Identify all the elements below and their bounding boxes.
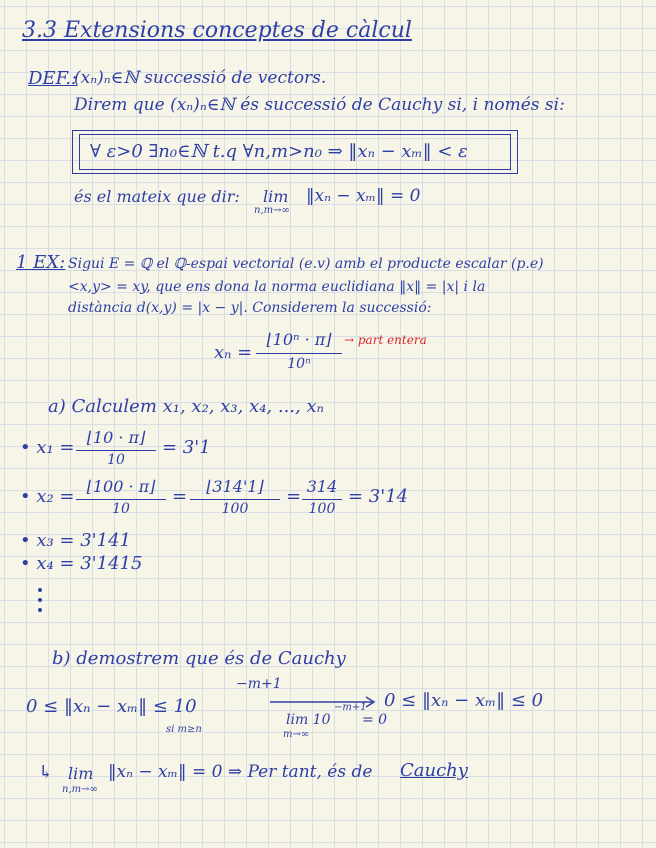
example-label: 1 EX: — [16, 252, 66, 273]
x2-numerator-2: ⌊314'1⌋ — [206, 477, 264, 496]
sequence-lhs: xₙ = — [214, 342, 253, 363]
x1-numerator: ⌊10 · π⌋ — [86, 428, 146, 447]
page-title: 3.3 Extensions conceptes de càlcul — [22, 18, 412, 43]
x2-denominator: 10 — [112, 501, 130, 517]
x2-denominator-2: 100 — [221, 501, 249, 517]
limit-result: = 0 — [362, 712, 388, 728]
equivalent-lim-sub: n,m→∞ — [254, 205, 290, 216]
x2-numerator: ⌊100 · π⌋ — [86, 477, 156, 496]
ellipsis-dot-2 — [38, 598, 42, 602]
conclusion-lim: lim — [68, 764, 94, 783]
definition-line-2: Direm que (xₙ)ₙ∈ℕ és successió de Cauchy si, i només si: — [74, 95, 565, 115]
ellipsis-dot-3 — [38, 608, 42, 612]
conclusion-arrow: ↳ — [38, 762, 54, 783]
x2-result: = 3'14 — [348, 486, 409, 507]
x1-lhs: • x₁ = — [20, 437, 75, 458]
x1-denominator: 10 — [107, 452, 125, 468]
x2-equals-2: = — [286, 486, 302, 507]
equivalent-expression: ‖xₙ − xₘ‖ = 0 — [306, 186, 421, 206]
part-entera-annotation: → part entera — [344, 333, 427, 347]
x2-denominator-3: 100 — [308, 501, 336, 517]
part-a-title: a) Calculem x₁, x₂, x₃, x₄, ..., xₙ — [48, 396, 324, 417]
squeeze-result: 0 ≤ ‖xₙ − xₘ‖ ≤ 0 — [384, 690, 544, 711]
definition-line-1: (xₙ)ₙ∈ℕ successió de vectors. — [74, 68, 327, 88]
x2-numerator-3: 314 — [306, 477, 338, 496]
equivalent-prefix: és el mateix que dir: — [74, 187, 240, 206]
implies-arrow-icon — [270, 696, 380, 708]
x2-fraction-bar — [76, 499, 166, 500]
limit-exponent: −m+1 — [334, 702, 367, 713]
inequality-exponent: −m+1 — [236, 676, 282, 692]
sequence-denominator: 10ⁿ — [287, 356, 311, 372]
example-line-1: Sigui E = ℚ el ℚ-espai vectorial (e.v) amb el producte escalar (p.e) — [68, 256, 544, 272]
part-b-title: b) demostrem que és de Cauchy — [52, 648, 346, 669]
cauchy-condition-formula: ∀ ε>0 ∃n₀∈ℕ t.q ∀n,m>n₀ ⇒ ‖xₙ − xₘ‖ < ε — [90, 141, 468, 162]
ellipsis-dot-1 — [38, 588, 42, 592]
equivalent-lim: lim — [263, 187, 289, 206]
conclusion-cauchy: Cauchy — [400, 760, 468, 781]
example-line-3: distància d(x,y) = |x − y|. Considerem la successió: — [68, 300, 432, 316]
limit-text: lim 10 — [286, 712, 331, 728]
inequality-condition: si m≥n — [166, 724, 202, 735]
x3-line: • x₃ = 3'141 — [20, 530, 131, 551]
definition-label: DEF.: — [28, 68, 78, 89]
x2-lhs: • x₂ = — [20, 486, 75, 507]
x2-equals-1: = — [172, 486, 188, 507]
conclusion-lim-sub: n,m→∞ — [62, 784, 98, 795]
x2-fraction-bar-2 — [190, 499, 280, 500]
x1-result: = 3'1 — [162, 437, 211, 458]
conclusion-text: ‖xₙ − xₘ‖ = 0 ⇒ Per tant, és de — [108, 762, 373, 782]
limit-subscript: m→∞ — [283, 729, 310, 740]
cauchy-inequality: 0 ≤ ‖xₙ − xₘ‖ ≤ 10 — [26, 696, 197, 717]
x4-line: • x₄ = 3'1415 — [20, 553, 143, 574]
example-line-2: <x,y> = xy, que ens dona la norma euclidiana ‖x‖ = |x| i la — [68, 279, 486, 295]
sequence-fraction-bar — [256, 353, 342, 354]
sequence-numerator: ⌊10ⁿ · π⌋ — [266, 330, 332, 349]
x2-fraction-bar-3 — [302, 499, 342, 500]
x1-fraction-bar — [76, 450, 156, 451]
